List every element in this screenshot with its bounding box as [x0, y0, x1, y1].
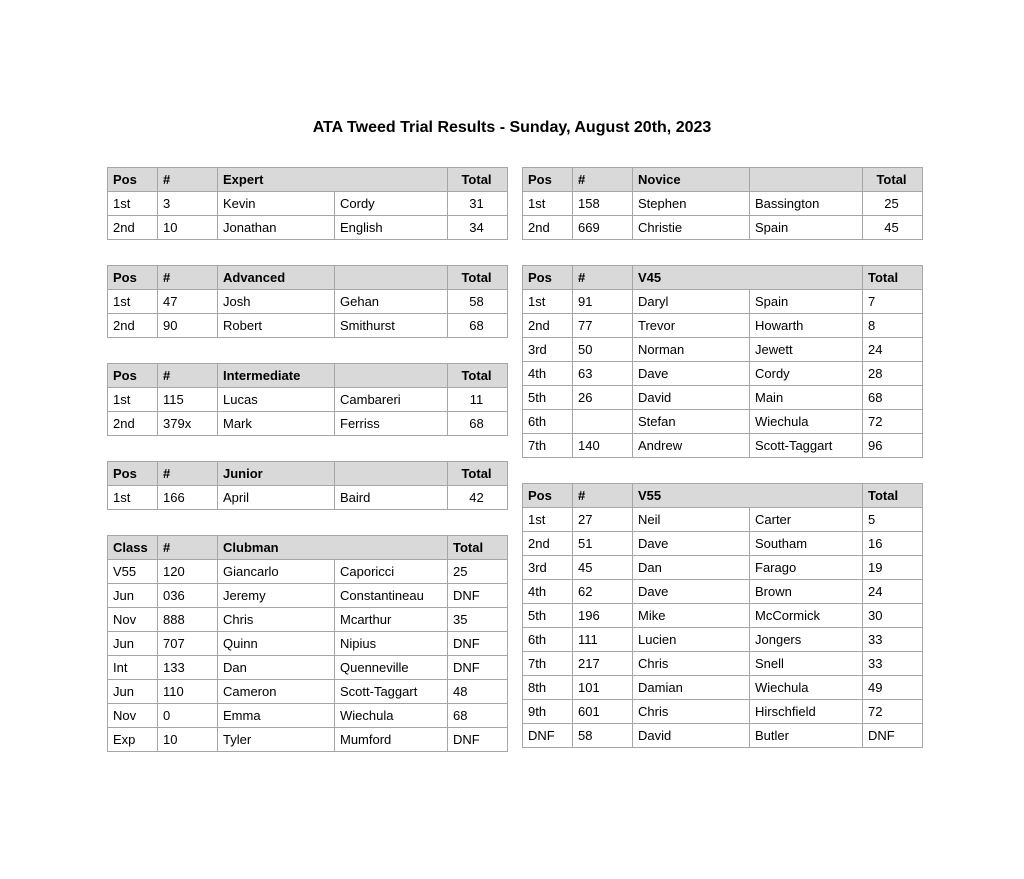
- result-row: [108, 632, 508, 656]
- first-name-cell: Jonathan: [218, 216, 335, 240]
- result-row: [523, 724, 923, 748]
- result-row: [523, 580, 923, 604]
- last-name-cell: Cambareri: [335, 388, 448, 412]
- column-header-class-name: Clubman: [218, 536, 448, 560]
- column-header-total: Total: [863, 266, 923, 290]
- last-name-cell: Scott-Taggart: [750, 434, 863, 458]
- number-cell: 10: [158, 728, 218, 752]
- first-name-cell: Dave: [633, 362, 750, 386]
- total-cell: 7: [863, 290, 923, 314]
- total-cell: 16: [863, 532, 923, 556]
- total-cell: 96: [863, 434, 923, 458]
- last-name-cell: Constantineau: [335, 584, 448, 608]
- number-cell: 58: [573, 724, 633, 748]
- number-cell: 77: [573, 314, 633, 338]
- total-cell: 45: [863, 216, 923, 240]
- header-row: [108, 364, 508, 388]
- header-row: [523, 168, 923, 192]
- first-name-cell: Trevor: [633, 314, 750, 338]
- number-cell: 196: [573, 604, 633, 628]
- column-header-pos: Class: [108, 536, 158, 560]
- total-cell: 33: [863, 628, 923, 652]
- total-cell: 24: [863, 580, 923, 604]
- first-name-cell: Mark: [218, 412, 335, 436]
- number-cell: 91: [573, 290, 633, 314]
- results-table-clubman: [107, 535, 508, 752]
- pos-cell: 1st: [523, 508, 573, 532]
- number-cell: 51: [573, 532, 633, 556]
- result-row: [108, 290, 508, 314]
- number-cell: 47: [158, 290, 218, 314]
- pos-cell: 1st: [523, 290, 573, 314]
- total-cell: 33: [863, 652, 923, 676]
- pos-cell: 8th: [523, 676, 573, 700]
- number-cell: 111: [573, 628, 633, 652]
- last-name-cell: Spain: [750, 290, 863, 314]
- number-cell: 120: [158, 560, 218, 584]
- number-cell: 50: [573, 338, 633, 362]
- column-header-pos: Pos: [108, 266, 158, 290]
- column-header-number: #: [573, 168, 633, 192]
- total-cell: 24: [863, 338, 923, 362]
- results-table-advanced: [107, 265, 508, 338]
- pos-cell: Nov: [108, 704, 158, 728]
- total-cell: 31: [448, 192, 508, 216]
- column-header-class-name: Intermediate: [218, 364, 335, 388]
- last-name-cell: Mcarthur: [335, 608, 448, 632]
- first-name-cell: Mike: [633, 604, 750, 628]
- first-name-cell: Tyler: [218, 728, 335, 752]
- total-cell: 5: [863, 508, 923, 532]
- total-cell: 35: [448, 608, 508, 632]
- number-cell: [573, 410, 633, 434]
- pos-cell: 3rd: [523, 556, 573, 580]
- total-cell: 68: [448, 314, 508, 338]
- result-row: [108, 728, 508, 752]
- column-header-blank: [335, 462, 448, 486]
- last-name-cell: Nipius: [335, 632, 448, 656]
- first-name-cell: David: [633, 386, 750, 410]
- first-name-cell: Stefan: [633, 410, 750, 434]
- last-name-cell: Cordy: [750, 362, 863, 386]
- first-name-cell: Chris: [218, 608, 335, 632]
- result-row: [108, 388, 508, 412]
- first-name-cell: Norman: [633, 338, 750, 362]
- column-header-class-name: Expert: [218, 168, 448, 192]
- result-row: [523, 508, 923, 532]
- total-cell: 68: [448, 704, 508, 728]
- pos-cell: Jun: [108, 632, 158, 656]
- result-row: [108, 608, 508, 632]
- column-header-total: Total: [448, 536, 508, 560]
- number-cell: 140: [573, 434, 633, 458]
- last-name-cell: Baird: [335, 486, 448, 510]
- total-cell: DNF: [448, 584, 508, 608]
- total-cell: 58: [448, 290, 508, 314]
- header-row: [108, 168, 508, 192]
- number-cell: 115: [158, 388, 218, 412]
- column-header-number: #: [158, 168, 218, 192]
- total-cell: 11: [448, 388, 508, 412]
- total-cell: 48: [448, 680, 508, 704]
- last-name-cell: Jongers: [750, 628, 863, 652]
- result-row: [523, 532, 923, 556]
- pos-cell: 1st: [108, 290, 158, 314]
- pos-cell: 3rd: [523, 338, 573, 362]
- pos-cell: 1st: [108, 388, 158, 412]
- result-row: [523, 434, 923, 458]
- result-row: [108, 314, 508, 338]
- first-name-cell: Chris: [633, 700, 750, 724]
- column-header-total: Total: [448, 462, 508, 486]
- header-row: [108, 462, 508, 486]
- pos-cell: DNF: [523, 724, 573, 748]
- pos-cell: 1st: [523, 192, 573, 216]
- first-name-cell: Dave: [633, 580, 750, 604]
- pos-cell: 2nd: [523, 532, 573, 556]
- first-name-cell: Lucas: [218, 388, 335, 412]
- first-name-cell: David: [633, 724, 750, 748]
- number-cell: 45: [573, 556, 633, 580]
- pos-cell: 7th: [523, 652, 573, 676]
- total-cell: 72: [863, 410, 923, 434]
- result-row: [523, 216, 923, 240]
- column-header-pos: Pos: [108, 462, 158, 486]
- column-header-total: Total: [863, 168, 923, 192]
- pos-cell: Nov: [108, 608, 158, 632]
- first-name-cell: Neil: [633, 508, 750, 532]
- first-name-cell: Josh: [218, 290, 335, 314]
- total-cell: 72: [863, 700, 923, 724]
- last-name-cell: Snell: [750, 652, 863, 676]
- result-row: [523, 700, 923, 724]
- column-header-pos: Pos: [108, 364, 158, 388]
- result-row: [523, 652, 923, 676]
- last-name-cell: Jewett: [750, 338, 863, 362]
- result-row: [523, 362, 923, 386]
- column-header-class-name: V55: [633, 484, 863, 508]
- last-name-cell: Carter: [750, 508, 863, 532]
- pos-cell: Exp: [108, 728, 158, 752]
- number-cell: 110: [158, 680, 218, 704]
- pos-cell: Jun: [108, 680, 158, 704]
- pos-cell: 4th: [523, 580, 573, 604]
- last-name-cell: Spain: [750, 216, 863, 240]
- result-row: [523, 410, 923, 434]
- total-cell: 19: [863, 556, 923, 580]
- last-name-cell: Butler: [750, 724, 863, 748]
- column-header-blank: [335, 266, 448, 290]
- number-cell: 133: [158, 656, 218, 680]
- last-name-cell: McCormick: [750, 604, 863, 628]
- result-row: [108, 584, 508, 608]
- result-row: [108, 486, 508, 510]
- first-name-cell: Giancarlo: [218, 560, 335, 584]
- pos-cell: 4th: [523, 362, 573, 386]
- pos-cell: 6th: [523, 410, 573, 434]
- first-name-cell: Quinn: [218, 632, 335, 656]
- last-name-cell: Howarth: [750, 314, 863, 338]
- number-cell: 26: [573, 386, 633, 410]
- column-header-number: #: [158, 266, 218, 290]
- result-row: [108, 412, 508, 436]
- pos-cell: 9th: [523, 700, 573, 724]
- first-name-cell: Jeremy: [218, 584, 335, 608]
- first-name-cell: Daryl: [633, 290, 750, 314]
- column-header-class-name: V45: [633, 266, 863, 290]
- column-header-pos: Pos: [523, 266, 573, 290]
- first-name-cell: Andrew: [633, 434, 750, 458]
- total-cell: 49: [863, 676, 923, 700]
- first-name-cell: Kevin: [218, 192, 335, 216]
- pos-cell: 7th: [523, 434, 573, 458]
- number-cell: 62: [573, 580, 633, 604]
- total-cell: 42: [448, 486, 508, 510]
- first-name-cell: Emma: [218, 704, 335, 728]
- result-row: [523, 290, 923, 314]
- column-header-number: #: [573, 266, 633, 290]
- number-cell: 217: [573, 652, 633, 676]
- pos-cell: 6th: [523, 628, 573, 652]
- total-cell: DNF: [448, 656, 508, 680]
- last-name-cell: Wiechula: [750, 676, 863, 700]
- column-header-pos: Pos: [108, 168, 158, 192]
- column-header-class-name: Junior: [218, 462, 335, 486]
- last-name-cell: Scott-Taggart: [335, 680, 448, 704]
- total-cell: 34: [448, 216, 508, 240]
- first-name-cell: Lucien: [633, 628, 750, 652]
- total-cell: DNF: [863, 724, 923, 748]
- number-cell: 0: [158, 704, 218, 728]
- column-header-pos: Pos: [523, 484, 573, 508]
- header-row: [108, 536, 508, 560]
- first-name-cell: Dave: [633, 532, 750, 556]
- result-row: [108, 656, 508, 680]
- total-cell: 25: [863, 192, 923, 216]
- first-name-cell: April: [218, 486, 335, 510]
- result-row: [108, 704, 508, 728]
- number-cell: 3: [158, 192, 218, 216]
- column-header-total: Total: [448, 168, 508, 192]
- last-name-cell: Southam: [750, 532, 863, 556]
- results-table-junior: [107, 461, 508, 510]
- last-name-cell: Brown: [750, 580, 863, 604]
- last-name-cell: Gehan: [335, 290, 448, 314]
- total-cell: DNF: [448, 632, 508, 656]
- number-cell: 601: [573, 700, 633, 724]
- result-row: [108, 680, 508, 704]
- page-title: ATA Tweed Trial Results - Sunday, August 20th, 2023: [312, 119, 712, 136]
- result-row: [523, 192, 923, 216]
- column-header-class-name: Advanced: [218, 266, 335, 290]
- number-cell: 036: [158, 584, 218, 608]
- results-table-expert: [107, 167, 508, 240]
- results-table-intermediate: [107, 363, 508, 436]
- pos-cell: 5th: [523, 386, 573, 410]
- number-cell: 669: [573, 216, 633, 240]
- total-cell: 30: [863, 604, 923, 628]
- pos-cell: Jun: [108, 584, 158, 608]
- column-header-total: Total: [863, 484, 923, 508]
- result-row: [523, 338, 923, 362]
- pos-cell: 5th: [523, 604, 573, 628]
- column-header-total: Total: [448, 266, 508, 290]
- first-name-cell: Dan: [633, 556, 750, 580]
- last-name-cell: Caporicci: [335, 560, 448, 584]
- result-row: [523, 556, 923, 580]
- pos-cell: Int: [108, 656, 158, 680]
- last-name-cell: Wiechula: [750, 410, 863, 434]
- column-header-number: #: [573, 484, 633, 508]
- column-header-pos: Pos: [523, 168, 573, 192]
- last-name-cell: Wiechula: [335, 704, 448, 728]
- results-table-novice: [522, 167, 923, 240]
- result-row: [523, 628, 923, 652]
- last-name-cell: Mumford: [335, 728, 448, 752]
- column-header-number: #: [158, 536, 218, 560]
- left-column: [107, 167, 507, 777]
- column-header-blank: [750, 168, 863, 192]
- first-name-cell: Dan: [218, 656, 335, 680]
- column-header-blank: [335, 364, 448, 388]
- pos-cell: 1st: [108, 486, 158, 510]
- total-cell: 28: [863, 362, 923, 386]
- result-row: [108, 192, 508, 216]
- last-name-cell: English: [335, 216, 448, 240]
- number-cell: 101: [573, 676, 633, 700]
- result-row: [523, 676, 923, 700]
- first-name-cell: Robert: [218, 314, 335, 338]
- results-table-v45: [522, 265, 923, 458]
- result-row: [523, 314, 923, 338]
- total-cell: 8: [863, 314, 923, 338]
- number-cell: 90: [158, 314, 218, 338]
- total-cell: 68: [863, 386, 923, 410]
- result-row: [108, 560, 508, 584]
- last-name-cell: Cordy: [335, 192, 448, 216]
- number-cell: 379x: [158, 412, 218, 436]
- header-row: [108, 266, 508, 290]
- first-name-cell: Stephen: [633, 192, 750, 216]
- pos-cell: 2nd: [523, 314, 573, 338]
- total-cell: DNF: [448, 728, 508, 752]
- first-name-cell: Cameron: [218, 680, 335, 704]
- column-header-total: Total: [448, 364, 508, 388]
- first-name-cell: Damian: [633, 676, 750, 700]
- last-name-cell: Quenneville: [335, 656, 448, 680]
- last-name-cell: Bassington: [750, 192, 863, 216]
- column-header-class-name: Novice: [633, 168, 750, 192]
- number-cell: 63: [573, 362, 633, 386]
- number-cell: 10: [158, 216, 218, 240]
- pos-cell: 2nd: [108, 314, 158, 338]
- total-cell: 68: [448, 412, 508, 436]
- pos-cell: 2nd: [108, 216, 158, 240]
- last-name-cell: Farago: [750, 556, 863, 580]
- last-name-cell: Ferriss: [335, 412, 448, 436]
- number-cell: 166: [158, 486, 218, 510]
- total-cell: 25: [448, 560, 508, 584]
- pos-cell: 2nd: [523, 216, 573, 240]
- column-header-number: #: [158, 364, 218, 388]
- number-cell: 707: [158, 632, 218, 656]
- pos-cell: 2nd: [108, 412, 158, 436]
- number-cell: 158: [573, 192, 633, 216]
- header-row: [523, 484, 923, 508]
- result-row: [523, 386, 923, 410]
- number-cell: 27: [573, 508, 633, 532]
- column-header-number: #: [158, 462, 218, 486]
- last-name-cell: Smithurst: [335, 314, 448, 338]
- right-column: [522, 167, 922, 773]
- last-name-cell: Main: [750, 386, 863, 410]
- pos-cell: V55: [108, 560, 158, 584]
- header-row: [523, 266, 923, 290]
- pos-cell: 1st: [108, 192, 158, 216]
- result-row: [523, 604, 923, 628]
- first-name-cell: Christie: [633, 216, 750, 240]
- number-cell: 888: [158, 608, 218, 632]
- last-name-cell: Hirschfield: [750, 700, 863, 724]
- results-table-v55: [522, 483, 923, 748]
- first-name-cell: Chris: [633, 652, 750, 676]
- result-row: [108, 216, 508, 240]
